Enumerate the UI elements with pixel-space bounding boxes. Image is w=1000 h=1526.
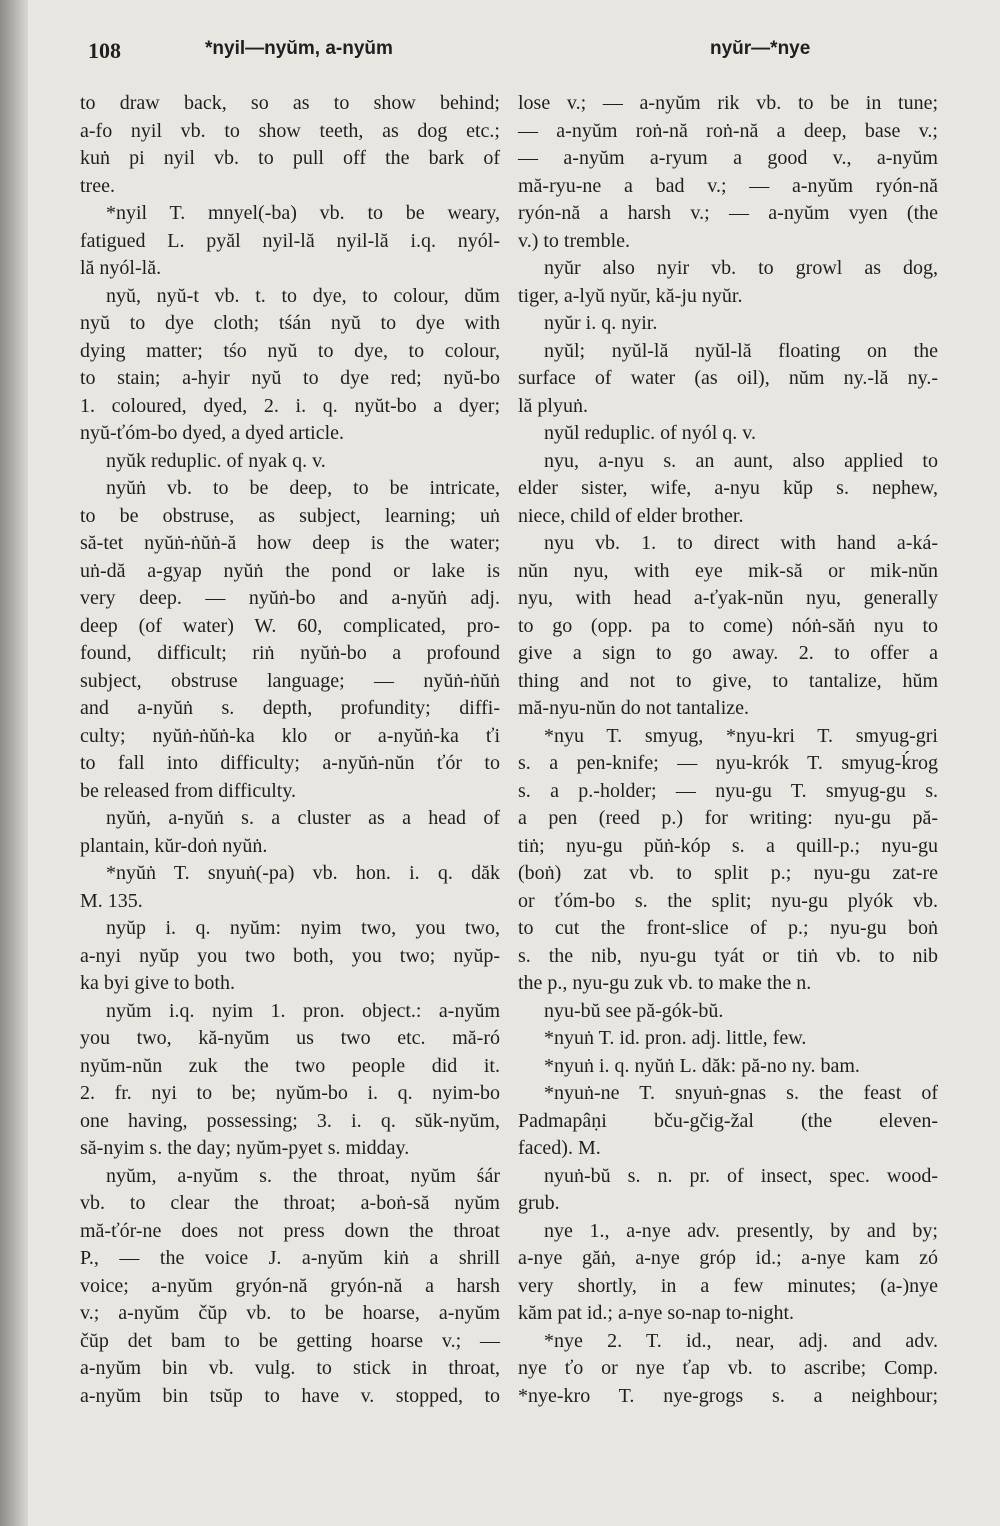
text-line: nye 1., a-nye adv. presently, by and by; <box>544 1219 938 1242</box>
text-line: a-nyŭm bin vb. vulg. to stick in throat, <box>80 1357 500 1379</box>
text-line: very shortly, in a few minutes; (a-)nye <box>518 1274 938 1297</box>
text-line: — a-nyŭm a-ryum a good v., a-nyŭm <box>518 147 938 169</box>
text-line: *nye 2. T. id., near, adj. and adv. <box>544 1329 938 1352</box>
text-line: *nye-kro T. nye-grogs s. a neighbour; <box>518 1384 938 1407</box>
text-line: to cut the front-slice of p.; nyu-gu boṅ <box>518 917 938 939</box>
text-line: nyu-bŭ see pă-gók-bŭ. <box>544 999 724 1022</box>
text-line: lă plyuṅ. <box>518 394 588 417</box>
text-line: 2. fr. nyi to be; nyŭm-bo i. q. nyim-bo <box>80 1082 500 1104</box>
text-line: to stain; a-hyir nyŭ to dye red; nyŭ-bo <box>80 367 500 389</box>
text-line: s. the nib, nyu-gu tyát or tiṅ vb. to nib <box>518 944 938 967</box>
text-line: nyu vb. 1. to direct with hand a-ká- <box>544 532 938 554</box>
text-line: dying matter; tśo nyŭ to dye, to colour, <box>80 339 500 362</box>
text-line: the p., nyu-gu zuk vb. to make the n. <box>518 972 812 994</box>
text-line: ka byi give to both. <box>80 972 235 994</box>
text-line: fatigued L. pyăl nyil-lă nyil-lă i.q. nyól- <box>80 229 500 252</box>
text-line: uṅ-dă a-gyap nyŭṅ the pond or lake is <box>80 559 500 582</box>
text-line: one having, possessing; 3. i. q. sŭk-nyŭm, <box>80 1109 500 1132</box>
text-line: culty; nyŭṅ-ṅŭṅ-ka klo or a-nyŭṅ-ka ťi <box>80 724 500 747</box>
text-line: very deep. — nyŭṅ-bo and a-nyŭṅ adj. <box>80 587 500 609</box>
text-line: nyuṅ-bŭ s. n. pr. of insect, spec. wood- <box>544 1164 938 1187</box>
text-line: să-nyim s. the day; nyŭm-pyet s. midday. <box>80 1137 410 1159</box>
text-line: and a-nyŭṅ s. depth, profundity; diffi- <box>80 697 500 719</box>
text-line: give a sign to go away. 2. to offer a <box>518 642 938 664</box>
text-line: lose v.; — a-nyŭm rik vb. to be in tune; <box>518 92 938 114</box>
text-line: nyŭm i.q. nyim 1. pron. object.: a-nyŭm <box>106 999 500 1022</box>
text-line: să-tet nyŭṅ-ṅŭṅ-ă how deep is the water; <box>80 532 500 554</box>
text-line: subject, obstruse language; — nyŭṅ-ṅŭṅ <box>80 669 500 692</box>
text-line: nyu, a-nyu s. an aunt, also applied to <box>544 449 938 472</box>
text-line: vb. to clear the throat; a-boṅ-să nyŭm <box>80 1192 500 1214</box>
text-line: *nyŭṅ T. snyuṅ(-pa) vb. hon. i. q. dăk <box>106 862 500 884</box>
text-line: tiṅ; nyu-gu pŭṅ-kóp s. a quill-p.; nyu-gu <box>518 834 938 857</box>
text-line: to be obstruse, as subject, learning; uṅ <box>80 504 500 527</box>
text-line: or ťóm-bo s. the split; nyu-gu plyók vb. <box>518 889 938 912</box>
text-line: nyŭl; nyŭl-lă nyŭl-lă floating on the <box>544 339 938 362</box>
text-line: nyŭ-ťóm-bo dyed, a dyed article. <box>80 422 345 444</box>
text-line: (boṅ) zat vb. to split p.; nyu-gu zat-re <box>518 862 938 884</box>
text-line: to draw back, so as to show behind; <box>80 92 500 114</box>
text-line: a-fo nyil vb. to show teeth, as dog etc.; <box>80 119 500 142</box>
left-column <box>80 90 500 1410</box>
text-line: tiger, a-lyŭ nyŭr, kă-ju nyŭr. <box>518 284 743 307</box>
text-line: nyu, with head a-ťyak-nŭn nyu, generally <box>518 587 938 609</box>
text-line: Padmapâṇi bču-gčig-žal (the eleven- <box>518 1109 938 1132</box>
text-line: nyŭ, nyŭ-t vb. t. to dye, to colour, dŭm <box>106 284 500 307</box>
text-line: v.) to tremble. <box>518 229 631 252</box>
text-line: nyŭ to dye cloth; tśán nyŭ to dye with <box>80 312 500 334</box>
text-line: nyŭr also nyir vb. to growl as dog, <box>544 257 938 279</box>
text-line: nyŭṅ, a-nyŭṅ s. a cluster as a head of <box>106 807 500 829</box>
text-line: *nyil T. mnyel(-ba) vb. to be weary, <box>106 202 500 224</box>
page-number: 108 <box>88 38 121 63</box>
text-line: found, difficult; riṅ nyŭṅ-bo a profound <box>80 642 500 664</box>
text-line: — a-nyŭm roṅ-nă roṅ-nă a deep, base v.; <box>518 119 938 142</box>
text-line: a-nyŭm bin tsŭp to have v. stopped, to <box>80 1384 500 1407</box>
right-column <box>518 90 938 1410</box>
left-running-head: *nyil—nyŭm, a-nyŭm <box>205 38 393 59</box>
text-line: voice; a-nyŭm gryón-nă gryón-nă a harsh <box>80 1274 500 1297</box>
text-line: kuṅ pi nyil vb. to pull off the bark of <box>80 147 500 169</box>
text-line: deep (of water) W. 60, complicated, pro- <box>80 614 500 637</box>
text-line: thing and not to give, to tantalize, hŭm <box>518 669 938 692</box>
text-line: nŭn nyu, with eye mik-să or mik-nŭn <box>518 559 938 582</box>
text-line: you two, kă-nyŭm us two etc. mă-ró <box>80 1027 500 1049</box>
text-line: nyŭṅ vb. to be deep, to be intricate, <box>106 477 500 499</box>
text-line: *nyuṅ-ne T. snyuṅ-gnas s. the feast of <box>544 1082 938 1104</box>
text-line: P., — the voice J. a-nyŭm kiṅ a shrill <box>80 1247 500 1269</box>
text-line: to fall into difficulty; a-nyŭṅ-nŭn ťór to <box>80 752 500 774</box>
text-line: nyŭl reduplic. of nyól q. v. <box>544 422 757 444</box>
text-line: surface of water (as oil), nŭm ny.-lă ny.- <box>518 367 938 389</box>
text-line: s. a pen-knife; — nyu-krók T. smyug-ḱrog <box>518 752 938 774</box>
text-line: a-nye găṅ, a-nye gróp id.; a-nye kam zó <box>518 1247 938 1269</box>
text-line: tree. <box>80 174 115 197</box>
text-line: M. 135. <box>80 889 143 912</box>
text-line: *nyuṅ i. q. nyŭṅ L. dăk: pă-no ny. bam. <box>544 1054 860 1077</box>
text-line: čŭp det bam to be getting hoarse v.; — <box>80 1329 500 1352</box>
text-line: *nyu T. smyug, *nyu-kri T. smyug-gri <box>544 724 938 747</box>
text-line: nye ťo or nye ťap vb. to ascribe; Comp. <box>518 1357 938 1379</box>
text-line: plantain, kŭr-doṅ nyŭṅ. <box>80 834 268 857</box>
text-line: nyŭm, a-nyŭm s. the throat, nyŭm śár <box>106 1164 500 1187</box>
text-line: a-nyi nyŭp you two both, you two; nyŭp- <box>80 944 500 967</box>
text-line: lă nyól-lă. <box>80 257 162 279</box>
text-line: nyŭp i. q. nyŭm: nyim two, you two, <box>106 917 500 939</box>
text-line: mă-ryu-ne a bad v.; — a-nyŭm ryón-nă <box>518 174 938 197</box>
text-line: *nyuṅ T. id. pron. adj. little, few. <box>544 1027 807 1049</box>
text-line: niece, child of elder brother. <box>518 504 744 527</box>
text-line: faced). M. <box>518 1137 601 1159</box>
text-line: to go (opp. pa to come) nóṅ-săṅ nyu to <box>518 614 938 637</box>
text-line: mă-nyu-nŭn do not tantalize. <box>518 697 750 719</box>
right-running-head: nyŭr—*nye <box>710 38 811 59</box>
text-line: elder sister, wife, a-nyu kŭp s. nephew, <box>518 477 938 499</box>
text-line: be released from difficulty. <box>80 779 297 802</box>
text-line: nyŭr i. q. nyir. <box>544 312 658 334</box>
text-line: kăm pat id.; a-nye so-nap to-night. <box>518 1302 795 1324</box>
text-line: 1. coloured, dyed, 2. i. q. nyŭt-bo a dyer; <box>80 394 500 417</box>
text-line: ryón-nă a harsh v.; — a-nyŭm vyen (the <box>518 202 938 224</box>
text-line: nyŭm-nŭn zuk the two people did it. <box>80 1054 500 1077</box>
text-line: a pen (reed p.) for writing: nyu-gu pă- <box>518 807 938 829</box>
text-line: nyŭk reduplic. of nyak q. v. <box>106 449 326 472</box>
text-line: mă-ťór-ne does not press down the throat <box>80 1219 500 1242</box>
text-line: grub. <box>518 1192 560 1214</box>
text-line: s. a p.-holder; — nyu-gu T. smyug-gu s. <box>518 779 938 802</box>
text-line: v.; a-nyŭm čŭp vb. to be hoarse, a-nyŭm <box>80 1302 500 1324</box>
